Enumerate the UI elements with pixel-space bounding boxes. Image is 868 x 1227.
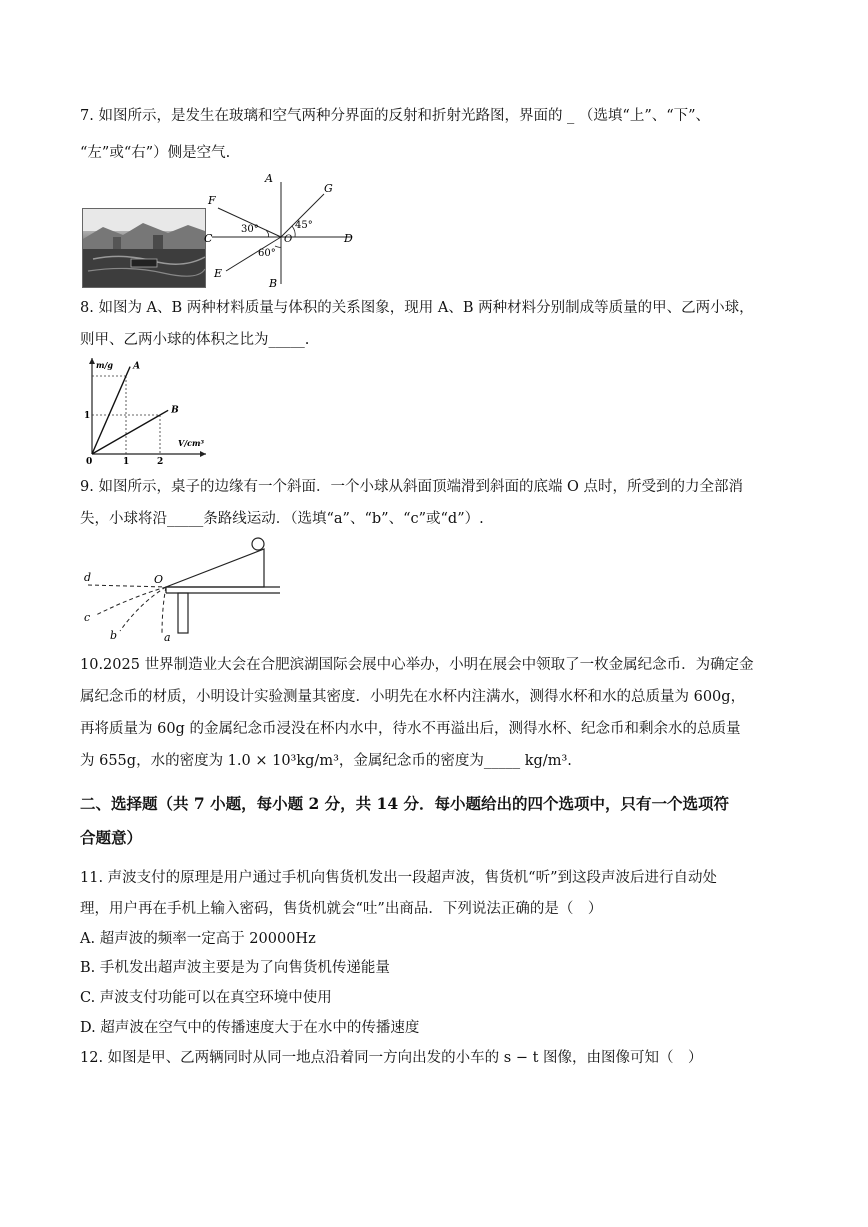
q9-incline-diagram: [82, 535, 282, 643]
landscape-photo: [82, 208, 206, 288]
ball: [252, 538, 264, 550]
x-tick-label: 1: [123, 457, 130, 467]
series-ext-B: [160, 410, 168, 415]
series-label-B: B: [171, 405, 179, 416]
q11-option-c: C. 声波支付功能可以在真空环境中使用: [80, 990, 332, 1006]
series-label-A: A: [133, 361, 141, 372]
label-o: O: [284, 234, 293, 245]
q11-option-d: D. 超声波在空气中的传播速度大于在水中的传播速度: [80, 1020, 420, 1036]
y-axis-arrow: [89, 358, 95, 364]
path-c: [96, 587, 166, 615]
q8-line1: 8. 如图为 A、B 两种材料质量与体积的关系图象，现用 A、B 两种材料分别制成等质量的甲、乙两小球，: [80, 300, 754, 316]
origin-label: 0: [86, 457, 93, 467]
x-axis-arrow: [200, 451, 206, 457]
path-a: [162, 587, 166, 635]
y-axis-label: m/g: [96, 360, 113, 370]
label-d: d: [84, 571, 92, 584]
q10-line4: 为 655g，水的密度为 1.0 × 10³kg/m³，金属纪念币的密度为_____ kg/m³.: [80, 753, 572, 769]
landscape-illustration: [83, 209, 205, 287]
label-c: C: [204, 232, 213, 245]
q12-line1: 12. 如图是甲、乙两辆同时从同一地点沿着同一方向出发的小车的 s − t 图像，由图像可知（ ）: [80, 1050, 703, 1066]
label-g: G: [324, 182, 333, 195]
q11-line1: 11. 声波支付的原理是用户通过手机向售货机发出一段超声波，售货机“听”到这段声波后进行自动处: [80, 870, 717, 886]
angle-arc-60: [275, 246, 281, 247]
path-b: [120, 587, 166, 631]
incline: [166, 549, 264, 587]
q10-line3: 再将质量为 60g 的金属纪念币浸没在杯内水中，待水不再溢出后，测得水杯、纪念币和剩余水的总质量: [80, 721, 741, 737]
x-tick-label: 2: [157, 457, 164, 467]
section2-heading-line1: 二、选择题（共 7 小题，每小题 2 分，共 14 分．每小题给出的四个选项中，只有一个选项符: [80, 794, 730, 813]
angle-label-60: 60°: [258, 248, 276, 259]
label-d: D: [344, 232, 353, 245]
label-a: A: [265, 172, 273, 185]
label-a: a: [164, 631, 171, 644]
y-tick-label: 1: [84, 411, 91, 421]
section2-heading-line2: 合题意）: [80, 828, 143, 847]
q8-mass-volume-chart: [84, 354, 214, 466]
q7-refraction-diagram: [200, 168, 370, 290]
label-f: F: [208, 194, 216, 207]
x-axis-label: V/cm³: [178, 438, 204, 448]
label-o: O: [154, 573, 164, 586]
angle-label-30: 30°: [241, 224, 259, 235]
angle-label-45: 45°: [295, 220, 313, 231]
series-ext-A: [126, 367, 130, 376]
q7-line2: “左”或“右”）侧是空气.: [80, 145, 231, 161]
q10-line2: 属纪念币的材质，小明设计实验测量其密度．小明先在水杯内注满水，测得水杯和水的总质量为 600g，: [80, 689, 746, 705]
q7-line1: 7. 如图所示，是发生在玻璃和空气两种分界面的反射和折射光路图，界面的 _ （选填“上”、“下”、: [80, 108, 711, 124]
label-b: b: [110, 629, 118, 642]
q8-line2: 则甲、乙两小球的体积之比为_____.: [80, 332, 310, 348]
label-b: B: [269, 277, 278, 290]
q9-line1: 9. 如图所示，桌子的边缘有一个斜面．一个小球从斜面顶端滑到斜面的底端 O 点时，所受到的力全部消: [80, 479, 744, 495]
q10-line1: 10.2025 世界制造业大会在合肥滨湖国际会展中心举办，小明在展会中领取了一枚金属纪念币．为确定金: [80, 657, 754, 673]
table-leg: [178, 593, 188, 633]
label-e: E: [214, 267, 223, 280]
q11-option-a: A. 超声波的频率一定高于 20000Hz: [80, 931, 316, 947]
q11-line2: 理，用户再在手机上输入密码，售货机就会“吐”出商品．下列说法正确的是（ ）: [80, 901, 603, 917]
q11-option-b: B. 手机发出超声波主要是为了向售货机传递能量: [80, 960, 390, 976]
q9-line2: 失，小球将沿_____条路线运动．（选填“a”、“b”、“c”或“d”）.: [80, 511, 484, 527]
label-c: c: [84, 611, 91, 624]
